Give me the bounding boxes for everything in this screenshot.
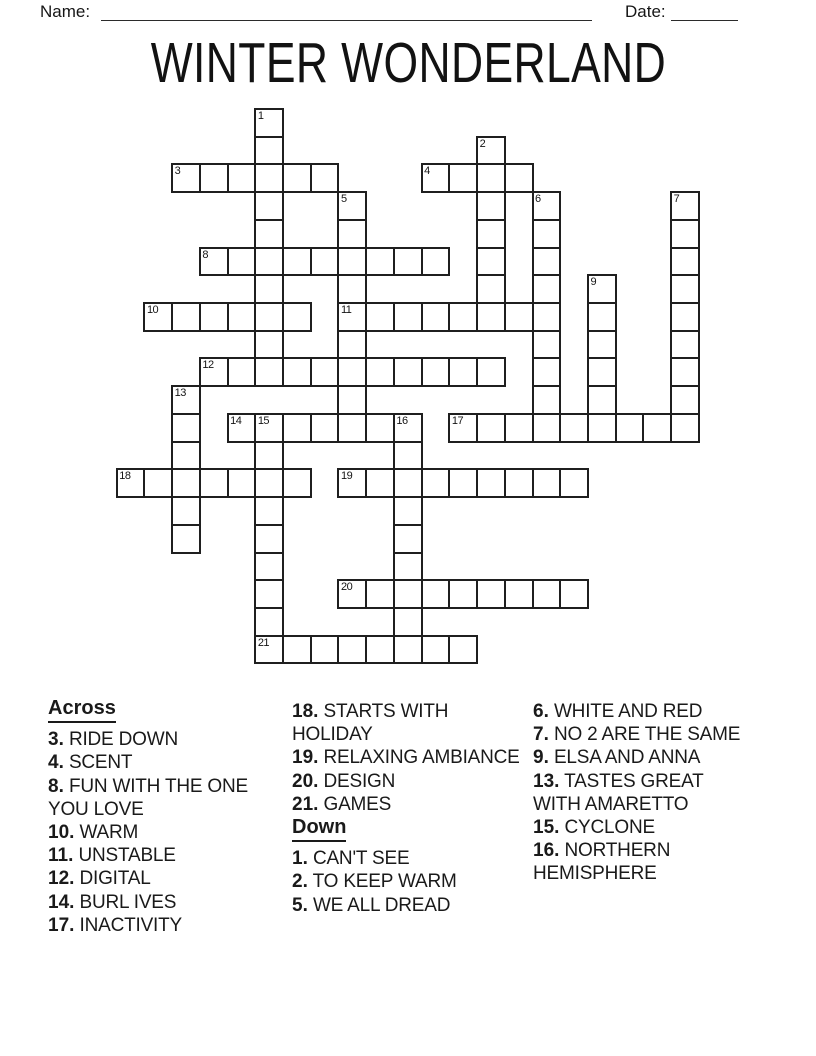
cell-number-13: 13 [174, 387, 186, 400]
cell-divider [559, 470, 561, 496]
cell-divider [171, 304, 173, 330]
cell-divider [339, 219, 365, 221]
cell-divider [448, 165, 450, 191]
cell-divider [478, 247, 504, 249]
cell-number-7: 7 [673, 193, 680, 206]
cell-divider [227, 165, 229, 191]
clue-col-2 [292, 700, 530, 917]
cell-divider [672, 247, 698, 249]
clue-15: 15. CYCLONE [533, 817, 655, 839]
clue-3: 3. RIDE DOWN [48, 729, 178, 751]
cell-divider [256, 552, 282, 554]
cell-divider [365, 249, 367, 275]
word-10-across[interactable] [143, 302, 311, 332]
cell-divider [534, 385, 560, 387]
cell-number-21: 21 [257, 636, 270, 649]
cell-divider [421, 359, 423, 385]
cell-divider [337, 637, 339, 663]
cell-divider [282, 637, 284, 663]
cell-divider [448, 470, 450, 496]
cell-divider [476, 581, 478, 607]
cell-divider [589, 302, 615, 304]
cell-divider [532, 415, 534, 441]
clue-11: 11. UNSTABLE [48, 845, 176, 867]
word-11-across[interactable] [337, 302, 561, 332]
cell-divider [478, 274, 504, 276]
clue-20: 20. DESIGN [292, 770, 396, 792]
word-17-across[interactable] [448, 413, 699, 443]
cell-divider [365, 581, 367, 607]
cell-divider [393, 249, 395, 275]
cell-divider [282, 359, 284, 385]
cell-divider [143, 470, 145, 496]
word-4-across[interactable] [421, 163, 534, 193]
cell-divider [672, 274, 698, 276]
cell-divider [672, 330, 698, 332]
cell-divider [282, 249, 284, 275]
cell-divider [421, 249, 423, 275]
cell-divider [393, 637, 395, 663]
clue-7: 7. NO 2 ARE THE SAME [533, 724, 741, 746]
cell-divider [421, 470, 423, 496]
cell-divider [393, 581, 395, 607]
clue-1: 1. CAN'T SEE [292, 848, 410, 870]
word-15-down[interactable] [254, 413, 284, 664]
clue-19: 19. RELAXING AMBIANCE [292, 747, 520, 769]
cell-divider [199, 304, 201, 330]
clue-6: 6. WHITE AND RED [533, 701, 703, 722]
cell-divider [532, 470, 534, 496]
cell-divider [395, 552, 421, 554]
cell-divider [365, 415, 367, 441]
cell-divider [532, 581, 534, 607]
cell-divider [282, 165, 284, 191]
cell-divider [393, 359, 395, 385]
cell-divider [337, 359, 339, 385]
cell-divider [173, 413, 199, 415]
cell-divider [448, 359, 450, 385]
cell-divider [504, 415, 506, 441]
cell-divider [589, 385, 615, 387]
clue-14: 14. BURL IVES [48, 891, 177, 913]
cell-divider [199, 165, 201, 191]
across-heading: Across [48, 697, 270, 723]
word-12-across[interactable] [199, 357, 506, 387]
cell-number-17: 17 [451, 414, 464, 427]
cell-number-4: 4 [424, 165, 430, 178]
cell-number-15: 15 [257, 414, 270, 427]
cell-divider [559, 415, 561, 441]
cell-divider [282, 304, 284, 330]
cell-number-9: 9 [590, 276, 597, 289]
cell-number-20: 20 [340, 581, 353, 594]
clue-10: 10. WARM [48, 822, 139, 844]
cell-divider [227, 359, 229, 385]
cell-number-1: 1 [257, 110, 264, 122]
clue-21: 21. GAMES [292, 793, 392, 815]
cell-divider [173, 524, 199, 526]
clue-18: 18. STARTS WITH HOLIDAY [292, 701, 449, 746]
cell-divider [421, 637, 423, 663]
cell-divider [310, 359, 312, 385]
date-label: Date: [625, 2, 666, 21]
cell-divider [670, 415, 672, 441]
cell-divider [365, 637, 367, 663]
cell-divider [504, 165, 506, 191]
cell-divider [478, 219, 504, 221]
cell-divider [448, 581, 450, 607]
cell-divider [393, 470, 395, 496]
cell-divider [254, 304, 256, 330]
cell-divider [395, 524, 421, 526]
cell-number-3: 3 [174, 165, 181, 178]
cell-divider [559, 581, 561, 607]
clue-16: 16. NORTHERN HEMISPHERE [533, 840, 671, 885]
cell-divider [227, 470, 229, 496]
word-20-across[interactable] [337, 579, 588, 609]
cell-divider [395, 441, 421, 443]
cell-number-14: 14 [230, 414, 242, 427]
cell-divider [589, 357, 615, 359]
cell-divider [534, 274, 560, 276]
cell-number-5: 5 [340, 193, 347, 206]
clue-13: 13. TASTES GREAT WITH AMARETTO [533, 770, 704, 815]
cell-number-12: 12 [202, 359, 214, 372]
word-21-across[interactable] [254, 635, 478, 665]
cell-divider [310, 637, 312, 663]
cell-divider [534, 219, 560, 221]
cell-divider [310, 249, 312, 275]
cell-divider [672, 357, 698, 359]
cell-divider [448, 637, 450, 663]
cell-divider [476, 165, 478, 191]
clue-4: 4. SCENT [48, 752, 133, 774]
cell-divider [421, 581, 423, 607]
clue-12: 12. DIGITAL [48, 868, 151, 890]
word-8-across[interactable] [199, 247, 450, 277]
cell-number-16: 16 [396, 414, 408, 427]
cell-divider [310, 415, 312, 441]
cell-divider [282, 470, 284, 496]
cell-divider [254, 165, 256, 191]
cell-divider [393, 304, 395, 330]
name-label: Name: [40, 2, 91, 21]
cell-divider [173, 441, 199, 443]
cell-divider [254, 249, 256, 275]
word-7-down[interactable] [670, 191, 700, 442]
cell-number-2: 2 [479, 137, 486, 150]
cell-number-10: 10 [146, 304, 159, 317]
down-heading: Down [292, 816, 530, 842]
cell-divider [532, 304, 534, 330]
word-16-down[interactable] [393, 413, 423, 664]
cell-divider [337, 415, 339, 441]
cell-divider [256, 524, 282, 526]
cell-divider [534, 247, 560, 249]
clue-17: 17. INACTIVITY [48, 914, 183, 936]
clue-col-1 [48, 697, 270, 937]
cell-divider [365, 359, 367, 385]
cell-divider [256, 441, 282, 443]
clue-9: 9. ELSA AND ANNA [533, 747, 701, 769]
cell-divider [534, 357, 560, 359]
clue-2: 2. TO KEEP WARM [292, 871, 457, 893]
cell-divider [448, 304, 450, 330]
cell-divider [365, 470, 367, 496]
cell-number-8: 8 [202, 248, 208, 261]
clue-col-3 [533, 700, 747, 886]
word-18-across[interactable] [116, 468, 312, 498]
cell-divider [672, 302, 698, 304]
cell-divider [365, 304, 367, 330]
cell-divider [199, 470, 201, 496]
cell-divider [254, 470, 256, 496]
word-19-across[interactable] [337, 468, 588, 498]
cell-number-18: 18 [119, 470, 131, 483]
cell-divider [476, 415, 478, 441]
cell-divider [504, 304, 506, 330]
cell-divider [476, 359, 478, 385]
cell-divider [589, 330, 615, 332]
cell-divider [476, 470, 478, 496]
cell-number-19: 19 [340, 470, 353, 483]
cell-divider [476, 304, 478, 330]
cell-divider [254, 359, 256, 385]
word-3-across[interactable] [171, 163, 339, 193]
cell-divider [642, 415, 644, 441]
cell-divider [256, 579, 282, 581]
cell-divider [337, 249, 339, 275]
cell-divider [615, 415, 617, 441]
cell-divider [256, 136, 282, 138]
cell-divider [587, 415, 589, 441]
cell-number-11: 11 [340, 304, 352, 317]
cell-divider [310, 165, 312, 191]
cell-divider [227, 249, 229, 275]
cell-divider [672, 219, 698, 221]
page-title: WINTER WONDERLAND [150, 31, 666, 95]
clue-5: 5. WE ALL DREAD [292, 894, 451, 916]
cell-divider [504, 581, 506, 607]
cell-divider [171, 470, 173, 496]
cell-divider [672, 385, 698, 387]
cell-divider [504, 470, 506, 496]
cell-divider [227, 304, 229, 330]
cell-divider [256, 219, 282, 221]
cell-divider [256, 607, 282, 609]
cell-number-6: 6 [535, 193, 541, 206]
cell-divider [421, 304, 423, 330]
clue-8: 8. FUN WITH THE ONE YOU LOVE [48, 775, 248, 820]
